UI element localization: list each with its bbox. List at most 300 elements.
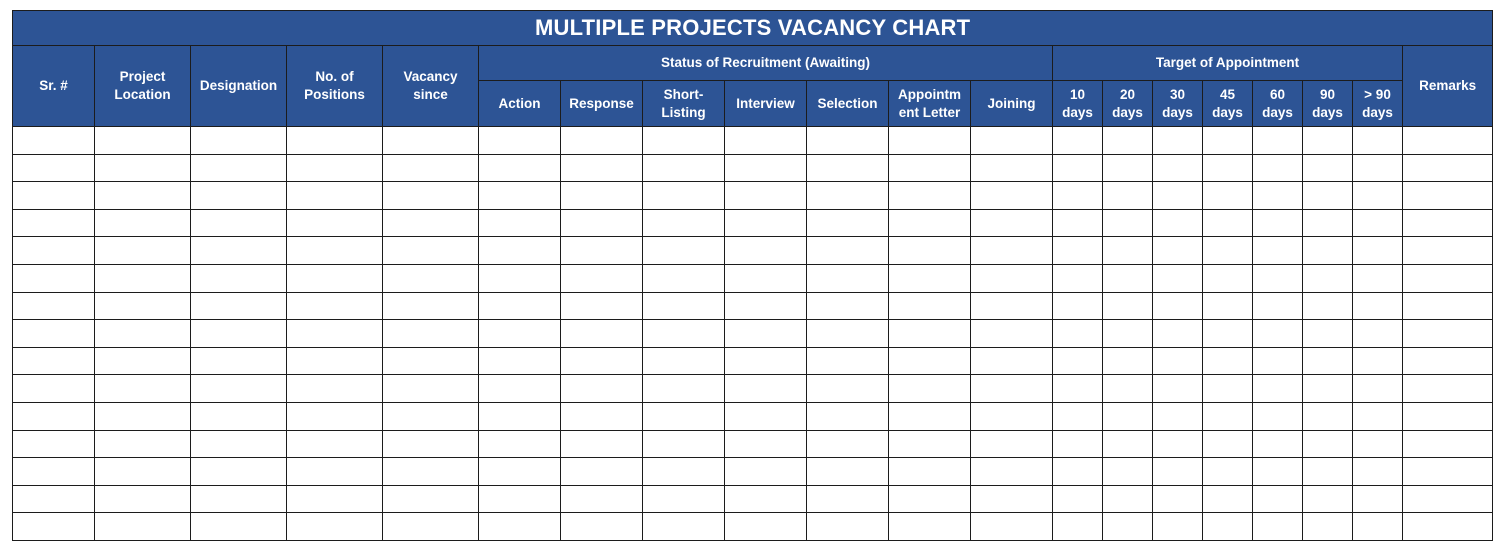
table-cell[interactable]	[191, 182, 287, 210]
table-cell[interactable]	[971, 513, 1053, 541]
table-cell[interactable]	[807, 182, 889, 210]
table-cell[interactable]	[1153, 237, 1203, 265]
table-cell[interactable]	[287, 127, 383, 155]
table-cell[interactable]	[479, 127, 561, 155]
table-cell[interactable]	[1203, 127, 1253, 155]
table-cell[interactable]	[383, 375, 479, 403]
table-cell[interactable]	[725, 292, 807, 320]
table-cell[interactable]	[1103, 513, 1153, 541]
table-cell[interactable]	[1153, 292, 1203, 320]
table-cell[interactable]	[1403, 513, 1493, 541]
table-cell[interactable]	[807, 237, 889, 265]
table-cell[interactable]	[725, 320, 807, 348]
table-cell[interactable]	[383, 402, 479, 430]
table-cell[interactable]	[383, 347, 479, 375]
table-cell[interactable]	[1353, 154, 1403, 182]
table-cell[interactable]	[1403, 237, 1493, 265]
table-cell[interactable]	[1403, 182, 1493, 210]
table-cell[interactable]	[1303, 154, 1353, 182]
table-cell[interactable]	[643, 347, 725, 375]
table-cell[interactable]	[1053, 430, 1103, 458]
table-cell[interactable]	[1353, 458, 1403, 486]
table-cell[interactable]	[383, 320, 479, 348]
table-cell[interactable]	[1103, 154, 1153, 182]
table-cell[interactable]	[1303, 347, 1353, 375]
table-cell[interactable]	[971, 182, 1053, 210]
table-cell[interactable]	[479, 513, 561, 541]
table-cell[interactable]	[1203, 485, 1253, 513]
table-cell[interactable]	[971, 127, 1053, 155]
table-cell[interactable]	[1403, 430, 1493, 458]
table-cell[interactable]	[13, 209, 95, 237]
table-cell[interactable]	[725, 513, 807, 541]
table-cell[interactable]	[1103, 320, 1153, 348]
table-cell[interactable]	[1153, 264, 1203, 292]
table-cell[interactable]	[971, 292, 1053, 320]
table-cell[interactable]	[725, 375, 807, 403]
table-cell[interactable]	[889, 485, 971, 513]
table-cell[interactable]	[1253, 182, 1303, 210]
table-cell[interactable]	[1203, 237, 1253, 265]
table-cell[interactable]	[1353, 513, 1403, 541]
table-cell[interactable]	[1053, 182, 1103, 210]
table-cell[interactable]	[889, 127, 971, 155]
table-cell[interactable]	[1203, 182, 1253, 210]
table-cell[interactable]	[287, 375, 383, 403]
table-cell[interactable]	[383, 292, 479, 320]
table-cell[interactable]	[725, 209, 807, 237]
table-cell[interactable]	[561, 154, 643, 182]
table-cell[interactable]	[725, 458, 807, 486]
table-cell[interactable]	[1253, 375, 1303, 403]
table-cell[interactable]	[561, 127, 643, 155]
table-cell[interactable]	[1103, 264, 1153, 292]
table-cell[interactable]	[1203, 154, 1253, 182]
table-cell[interactable]	[1253, 458, 1303, 486]
table-cell[interactable]	[287, 264, 383, 292]
table-cell[interactable]	[287, 237, 383, 265]
table-cell[interactable]	[807, 127, 889, 155]
table-cell[interactable]	[971, 347, 1053, 375]
table-cell[interactable]	[889, 292, 971, 320]
table-cell[interactable]	[1303, 402, 1353, 430]
table-cell[interactable]	[725, 485, 807, 513]
table-cell[interactable]	[1103, 375, 1153, 403]
table-cell[interactable]	[889, 182, 971, 210]
table-cell[interactable]	[383, 127, 479, 155]
table-cell[interactable]	[1353, 375, 1403, 403]
table-cell[interactable]	[561, 375, 643, 403]
table-cell[interactable]	[1203, 513, 1253, 541]
table-cell[interactable]	[1103, 458, 1153, 486]
table-cell[interactable]	[725, 347, 807, 375]
table-cell[interactable]	[287, 320, 383, 348]
table-cell[interactable]	[971, 430, 1053, 458]
table-cell[interactable]	[643, 513, 725, 541]
table-cell[interactable]	[1353, 292, 1403, 320]
table-cell[interactable]	[807, 513, 889, 541]
table-cell[interactable]	[807, 320, 889, 348]
table-cell[interactable]	[383, 430, 479, 458]
table-cell[interactable]	[287, 347, 383, 375]
table-cell[interactable]	[95, 430, 191, 458]
table-cell[interactable]	[191, 320, 287, 348]
table-cell[interactable]	[1203, 430, 1253, 458]
table-cell[interactable]	[1103, 209, 1153, 237]
table-cell[interactable]	[725, 430, 807, 458]
table-cell[interactable]	[561, 430, 643, 458]
table-cell[interactable]	[1153, 154, 1203, 182]
table-cell[interactable]	[1403, 292, 1493, 320]
table-cell[interactable]	[191, 513, 287, 541]
table-cell[interactable]	[1303, 292, 1353, 320]
table-cell[interactable]	[1353, 127, 1403, 155]
table-cell[interactable]	[725, 127, 807, 155]
table-cell[interactable]	[561, 209, 643, 237]
table-cell[interactable]	[287, 154, 383, 182]
table-cell[interactable]	[889, 513, 971, 541]
table-cell[interactable]	[95, 375, 191, 403]
table-cell[interactable]	[1253, 264, 1303, 292]
table-cell[interactable]	[1153, 402, 1203, 430]
table-cell[interactable]	[95, 182, 191, 210]
table-cell[interactable]	[287, 209, 383, 237]
table-cell[interactable]	[643, 127, 725, 155]
table-cell[interactable]	[95, 458, 191, 486]
table-cell[interactable]	[889, 458, 971, 486]
table-cell[interactable]	[1353, 182, 1403, 210]
table-cell[interactable]	[1153, 127, 1203, 155]
table-cell[interactable]	[1403, 209, 1493, 237]
table-cell[interactable]	[1303, 458, 1353, 486]
table-cell[interactable]	[971, 209, 1053, 237]
table-cell[interactable]	[889, 154, 971, 182]
table-cell[interactable]	[479, 430, 561, 458]
table-cell[interactable]	[1153, 209, 1203, 237]
table-cell[interactable]	[191, 292, 287, 320]
table-cell[interactable]	[1053, 513, 1103, 541]
table-cell[interactable]	[643, 237, 725, 265]
table-cell[interactable]	[1303, 237, 1353, 265]
table-cell[interactable]	[1053, 264, 1103, 292]
table-cell[interactable]	[889, 347, 971, 375]
table-cell[interactable]	[13, 237, 95, 265]
table-cell[interactable]	[191, 127, 287, 155]
table-cell[interactable]	[1203, 458, 1253, 486]
table-cell[interactable]	[95, 402, 191, 430]
table-cell[interactable]	[13, 292, 95, 320]
table-cell[interactable]	[287, 402, 383, 430]
table-cell[interactable]	[1203, 402, 1253, 430]
table-cell[interactable]	[1303, 209, 1353, 237]
table-cell[interactable]	[13, 154, 95, 182]
table-cell[interactable]	[1103, 402, 1153, 430]
table-cell[interactable]	[191, 402, 287, 430]
table-cell[interactable]	[1203, 264, 1253, 292]
table-cell[interactable]	[95, 513, 191, 541]
table-cell[interactable]	[287, 485, 383, 513]
table-cell[interactable]	[191, 485, 287, 513]
table-cell[interactable]	[191, 430, 287, 458]
table-cell[interactable]	[643, 402, 725, 430]
table-cell[interactable]	[13, 485, 95, 513]
table-cell[interactable]	[971, 264, 1053, 292]
table-cell[interactable]	[383, 237, 479, 265]
table-cell[interactable]	[643, 458, 725, 486]
table-cell[interactable]	[1053, 485, 1103, 513]
table-cell[interactable]	[383, 209, 479, 237]
table-cell[interactable]	[191, 458, 287, 486]
table-cell[interactable]	[643, 320, 725, 348]
table-cell[interactable]	[13, 402, 95, 430]
table-cell[interactable]	[1353, 209, 1403, 237]
table-cell[interactable]	[1353, 402, 1403, 430]
table-cell[interactable]	[1203, 292, 1253, 320]
table-cell[interactable]	[1253, 154, 1303, 182]
table-cell[interactable]	[1403, 402, 1493, 430]
table-cell[interactable]	[383, 485, 479, 513]
table-cell[interactable]	[971, 375, 1053, 403]
table-cell[interactable]	[1303, 375, 1353, 403]
table-cell[interactable]	[1353, 320, 1403, 348]
table-cell[interactable]	[191, 347, 287, 375]
table-cell[interactable]	[1353, 237, 1403, 265]
table-cell[interactable]	[1353, 485, 1403, 513]
table-cell[interactable]	[1053, 320, 1103, 348]
table-cell[interactable]	[807, 485, 889, 513]
table-cell[interactable]	[561, 458, 643, 486]
table-cell[interactable]	[807, 264, 889, 292]
table-cell[interactable]	[95, 292, 191, 320]
table-cell[interactable]	[13, 127, 95, 155]
table-cell[interactable]	[479, 375, 561, 403]
table-cell[interactable]	[643, 485, 725, 513]
table-cell[interactable]	[1103, 430, 1153, 458]
table-cell[interactable]	[971, 458, 1053, 486]
table-cell[interactable]	[479, 402, 561, 430]
table-cell[interactable]	[807, 347, 889, 375]
table-cell[interactable]	[287, 182, 383, 210]
table-cell[interactable]	[1303, 485, 1353, 513]
table-cell[interactable]	[1203, 209, 1253, 237]
table-cell[interactable]	[1153, 375, 1203, 403]
table-cell[interactable]	[1153, 458, 1203, 486]
table-cell[interactable]	[95, 320, 191, 348]
table-cell[interactable]	[1203, 347, 1253, 375]
table-cell[interactable]	[643, 375, 725, 403]
table-cell[interactable]	[1253, 485, 1303, 513]
table-cell[interactable]	[889, 264, 971, 292]
table-cell[interactable]	[1103, 127, 1153, 155]
table-cell[interactable]	[725, 264, 807, 292]
table-cell[interactable]	[13, 458, 95, 486]
table-cell[interactable]	[1303, 182, 1353, 210]
table-cell[interactable]	[1253, 320, 1303, 348]
table-cell[interactable]	[479, 237, 561, 265]
table-cell[interactable]	[1303, 430, 1353, 458]
table-cell[interactable]	[479, 320, 561, 348]
table-cell[interactable]	[95, 264, 191, 292]
table-cell[interactable]	[383, 458, 479, 486]
table-cell[interactable]	[479, 209, 561, 237]
table-cell[interactable]	[95, 237, 191, 265]
table-cell[interactable]	[1203, 375, 1253, 403]
table-cell[interactable]	[1253, 292, 1303, 320]
table-cell[interactable]	[1103, 292, 1153, 320]
table-cell[interactable]	[1253, 127, 1303, 155]
table-cell[interactable]	[1353, 430, 1403, 458]
table-cell[interactable]	[1253, 347, 1303, 375]
table-cell[interactable]	[1053, 127, 1103, 155]
table-cell[interactable]	[1153, 347, 1203, 375]
table-cell[interactable]	[191, 237, 287, 265]
table-cell[interactable]	[95, 485, 191, 513]
table-cell[interactable]	[971, 402, 1053, 430]
table-cell[interactable]	[1403, 375, 1493, 403]
table-cell[interactable]	[1253, 513, 1303, 541]
table-cell[interactable]	[13, 375, 95, 403]
table-cell[interactable]	[725, 182, 807, 210]
table-cell[interactable]	[1153, 513, 1203, 541]
table-cell[interactable]	[1153, 430, 1203, 458]
table-cell[interactable]	[13, 513, 95, 541]
table-cell[interactable]	[807, 430, 889, 458]
table-cell[interactable]	[1053, 209, 1103, 237]
table-cell[interactable]	[95, 209, 191, 237]
table-cell[interactable]	[1103, 347, 1153, 375]
table-cell[interactable]	[889, 430, 971, 458]
table-cell[interactable]	[479, 264, 561, 292]
table-cell[interactable]	[191, 375, 287, 403]
table-cell[interactable]	[383, 182, 479, 210]
table-cell[interactable]	[807, 375, 889, 403]
table-cell[interactable]	[1053, 375, 1103, 403]
table-cell[interactable]	[1053, 292, 1103, 320]
table-cell[interactable]	[1403, 127, 1493, 155]
table-cell[interactable]	[889, 320, 971, 348]
table-cell[interactable]	[1103, 182, 1153, 210]
table-cell[interactable]	[561, 347, 643, 375]
table-cell[interactable]	[13, 430, 95, 458]
table-cell[interactable]	[1353, 264, 1403, 292]
table-cell[interactable]	[1403, 264, 1493, 292]
table-cell[interactable]	[725, 402, 807, 430]
table-cell[interactable]	[1253, 209, 1303, 237]
table-cell[interactable]	[889, 402, 971, 430]
table-cell[interactable]	[1053, 154, 1103, 182]
table-cell[interactable]	[1153, 320, 1203, 348]
table-cell[interactable]	[561, 513, 643, 541]
table-cell[interactable]	[1353, 347, 1403, 375]
table-cell[interactable]	[725, 154, 807, 182]
table-cell[interactable]	[807, 292, 889, 320]
table-cell[interactable]	[807, 209, 889, 237]
table-cell[interactable]	[1153, 182, 1203, 210]
table-cell[interactable]	[479, 154, 561, 182]
table-cell[interactable]	[95, 154, 191, 182]
table-cell[interactable]	[643, 430, 725, 458]
table-cell[interactable]	[479, 347, 561, 375]
table-cell[interactable]	[13, 264, 95, 292]
table-cell[interactable]	[191, 209, 287, 237]
table-cell[interactable]	[1053, 347, 1103, 375]
table-cell[interactable]	[889, 237, 971, 265]
table-cell[interactable]	[13, 182, 95, 210]
table-cell[interactable]	[561, 182, 643, 210]
table-cell[interactable]	[807, 458, 889, 486]
table-cell[interactable]	[971, 154, 1053, 182]
table-cell[interactable]	[287, 292, 383, 320]
table-cell[interactable]	[1053, 458, 1103, 486]
table-cell[interactable]	[13, 320, 95, 348]
table-cell[interactable]	[1103, 237, 1153, 265]
table-cell[interactable]	[1253, 402, 1303, 430]
table-cell[interactable]	[1403, 458, 1493, 486]
table-cell[interactable]	[1053, 402, 1103, 430]
table-cell[interactable]	[1303, 264, 1353, 292]
table-cell[interactable]	[1153, 485, 1203, 513]
table-cell[interactable]	[561, 320, 643, 348]
table-cell[interactable]	[287, 513, 383, 541]
table-cell[interactable]	[971, 485, 1053, 513]
table-cell[interactable]	[287, 458, 383, 486]
table-cell[interactable]	[643, 209, 725, 237]
table-cell[interactable]	[1253, 237, 1303, 265]
table-cell[interactable]	[1303, 513, 1353, 541]
table-cell[interactable]	[479, 182, 561, 210]
table-cell[interactable]	[479, 485, 561, 513]
table-cell[interactable]	[1203, 320, 1253, 348]
table-cell[interactable]	[1053, 237, 1103, 265]
table-cell[interactable]	[1403, 347, 1493, 375]
table-cell[interactable]	[643, 154, 725, 182]
table-cell[interactable]	[1253, 430, 1303, 458]
table-cell[interactable]	[643, 292, 725, 320]
table-cell[interactable]	[383, 513, 479, 541]
table-cell[interactable]	[807, 154, 889, 182]
table-cell[interactable]	[561, 264, 643, 292]
table-cell[interactable]	[561, 292, 643, 320]
table-cell[interactable]	[1303, 127, 1353, 155]
table-cell[interactable]	[1103, 485, 1153, 513]
table-cell[interactable]	[1403, 320, 1493, 348]
table-cell[interactable]	[191, 154, 287, 182]
table-cell[interactable]	[287, 430, 383, 458]
table-cell[interactable]	[643, 264, 725, 292]
table-cell[interactable]	[383, 154, 479, 182]
table-cell[interactable]	[807, 402, 889, 430]
table-cell[interactable]	[561, 402, 643, 430]
table-cell[interactable]	[479, 292, 561, 320]
table-cell[interactable]	[1403, 485, 1493, 513]
table-cell[interactable]	[725, 237, 807, 265]
table-cell[interactable]	[561, 237, 643, 265]
table-cell[interactable]	[889, 209, 971, 237]
table-cell[interactable]	[383, 264, 479, 292]
table-cell[interactable]	[479, 458, 561, 486]
table-cell[interactable]	[1303, 320, 1353, 348]
table-cell[interactable]	[95, 127, 191, 155]
table-cell[interactable]	[971, 320, 1053, 348]
table-cell[interactable]	[643, 182, 725, 210]
table-cell[interactable]	[971, 237, 1053, 265]
table-cell[interactable]	[889, 375, 971, 403]
table-cell[interactable]	[95, 347, 191, 375]
table-cell[interactable]	[191, 264, 287, 292]
table-cell[interactable]	[1403, 154, 1493, 182]
table-cell[interactable]	[13, 347, 95, 375]
table-cell[interactable]	[561, 485, 643, 513]
